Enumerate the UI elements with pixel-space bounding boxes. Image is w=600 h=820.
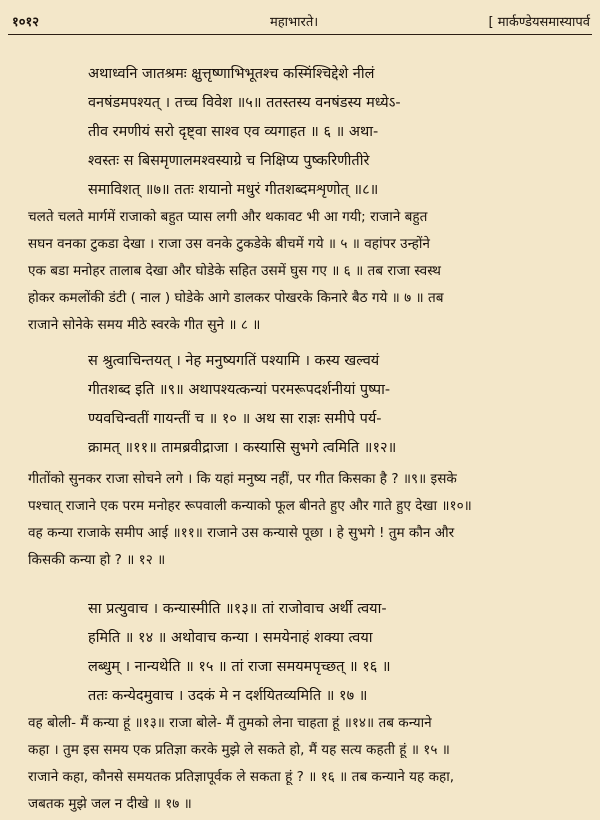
sloka-line: स श्रुत्वाचिन्तयत् । नेह मनुष्यगतिं पश्यामि । कस्य खल्वयं <box>88 353 380 369</box>
sloka-line: श्वस्तः स बिसमृणालमश्वस्याग्रे च निक्षिप्य पुष्करिणीतीरे <box>88 153 370 169</box>
prose-line: किसकी कन्या हो ? ॥ १२ ॥ <box>28 552 166 568</box>
sloka-line: तीव रमणीयं सरो दृष्ट्वा साश्व एव व्यगाहत ॥ ६ ॥ अथा- <box>88 124 379 140</box>
prose-line: वह कन्या राजाके समीप आई ॥११॥ राजाने उस कन्यासे पूछा । हे सुभगे ! तुम कौन और <box>28 525 455 541</box>
sloka-line: वनषंडमपश्यत् । तच्च विवेश ॥५॥ ततस्तस्य वनषंडस्य मध्येऽ- <box>88 95 401 111</box>
page-header <box>8 8 592 34</box>
prose-line: सघन वनका टुकडा देखा । राजा उस वनके टुकडेके बीचमें गये ॥ ५ ॥ वहांपर उन्होंने <box>28 236 430 252</box>
sloka-line: सा प्रत्युवाच । कन्यास्मीति ॥१३॥ तां राजोवाच अर्थी त्वया- <box>88 601 387 617</box>
page-number: १०१२ <box>12 15 40 30</box>
prose-line: जबतक मुझे जल न दीखे ॥ १७ ॥ <box>28 796 192 812</box>
prose-line: गीतोंको सुनकर राजा सोचने लगे । कि यहां मनुष्य नहीं, पर गीत किसका है ? ॥९॥ इसके <box>28 471 457 487</box>
sloka-line: ततः कन्येदमुवाच । उदकं मे न दर्शयितव्यमिति ॥ १७ ॥ <box>88 688 368 704</box>
book-title: महाभारते। <box>270 15 319 30</box>
sloka-line: अथाध्वनि जातश्रमः क्षुत्तृष्णाभिभूतश्च कस्मिंश्चिद्देशे नीलं <box>88 66 375 82</box>
prose-line: कहा । तुम इस समय एक प्रतिज्ञा करके मुझे ले सकते हो, मैं यह सत्य कहती हूं ॥ १५ ॥ <box>28 742 450 758</box>
prose-line: चलते चलते मार्गमें राजाको बहुत प्यास लगी और थकावट भी आ गयी; राजाने बहुत <box>28 209 428 225</box>
prose-line: पश्चात् राजाने एक परम मनोहर रूपवाली कन्याको फूल बीनते हुए और गाते हुए देखा ॥१०॥ <box>28 498 472 514</box>
sloka-line: लब्धुम् । नान्यथेति ॥ १५ ॥ तां राजा समयमपृच्छत् ॥ १६ ॥ <box>88 659 391 675</box>
prose-line: होकर कमलोंकी डंटी ( नाल ) घोडेके आगे डालकर पोखरके किनारे बैठ गये ॥ ७ ॥ तब <box>28 290 444 306</box>
sloka-line: क्रामत् ॥११॥ तामब्रवीद्राजा । कस्यासि सुभगे त्वमिति ॥१२॥ <box>88 440 397 456</box>
sloka-line: समाविशत् ॥७॥ ततः शयानो मधुरं गीतशब्दमशृणोत् ॥८॥ <box>88 182 379 198</box>
header-rule <box>8 34 592 35</box>
sloka-line: ण्यवचिन्वतीं गायन्तीं च ॥ १० ॥ अथ सा राज्ञः समीपे पर्य- <box>88 411 382 427</box>
prose-line: वह बोली- मैं कन्या हूं ॥१३॥ राजा बोले- मैं तुमको लेना चाहता हूं ॥१४॥ तब कन्याने <box>28 715 432 731</box>
prose-line: राजाने सोनेके समय मीठे स्वरके गीत सुने ॥ ८ ॥ <box>28 317 261 333</box>
sloka-line: हमिति ॥ १४ ॥ अथोवाच कन्या । समयेनाहं शक्या त्वया <box>88 630 373 646</box>
prose-line: एक बडा मनोहर तालाब देखा और घोडेके सहित उसमें घुस गए ॥ ६ ॥ तब राजा स्वस्थ <box>28 263 441 279</box>
prose-line: राजाने कहा, कौनसे समयतक प्रतिज्ञापूर्वक ले सकता हूं ? ॥ १६ ॥ तब कन्याने यह कहा, <box>28 769 455 785</box>
sloka-line: गीतशब्द इति ॥९॥ अथापश्यत्कन्यां परमरूपदर्शनीयां पुष्पा- <box>88 382 391 398</box>
section-title: [ मार्कण्डेयसमास्यापर्व <box>488 15 590 30</box>
